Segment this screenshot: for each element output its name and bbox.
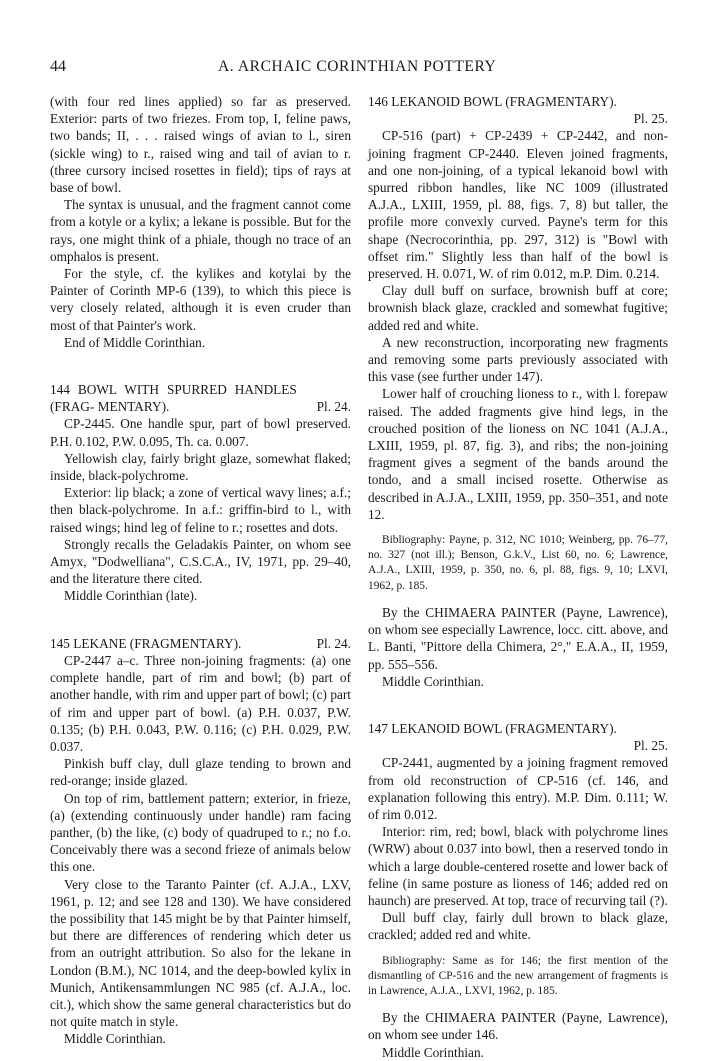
entry-heading: 145 LEKANE (FRAGMENTARY). xyxy=(50,635,242,651)
entry-paragraph: CP-2447 a–c. Three non-joining fragments: (a) one complete handle, part of rim and bowl; (b) part of another handle, with rim and upper part of bowl; (c) part of rim and upper part of bowl. (a) P.H. 0.037, P.W. 0.135; (b) P.H. 0.043, P.W. 0.116; (c) P.H. 0.029, P.W. 0.037. xyxy=(50,652,351,754)
entry-paragraph: Yellowish clay, fairly bright glaze, somewhat flaked; inside, black-polychrome. xyxy=(50,450,351,484)
bibliography: Bibliography: Same as for 146; the first mention of the dismantling of CP-516 and the new arrangement of fragments is in Lawrence, A.J.A., LXVI, 1962, p. 185. xyxy=(368,954,668,997)
intro-paragraph: For the style, cf. the kylikes and kotylai by the Painter of Corinth MP-6 (139), to which this piece is very closely related, although it is even cruder than most of that Painter's work. xyxy=(50,266,351,333)
entry-heading: 147 LEKANOID BOWL (FRAGMENTARY). xyxy=(368,720,617,736)
catalogue-entry-146 xyxy=(368,93,668,690)
plate-ref: Pl. 25. xyxy=(633,738,668,754)
entry-heading: 146 LEKANOID BOWL (FRAGMENTARY). xyxy=(368,94,617,109)
attribution: By the CHIMAERA PAINTER (Payne, Lawrence), on whom see under 146. xyxy=(368,1010,668,1043)
right-column xyxy=(368,93,668,1061)
page-number: 44 xyxy=(50,58,66,75)
running-title: A. ARCHAIC CORINTHIAN POTTERY xyxy=(218,58,497,75)
entry-paragraph: Clay dull buff on surface, brownish buff at core; brownish black glaze, crackled and somewhat fugitive; added red and white. xyxy=(368,283,668,333)
page-header xyxy=(0,58,714,80)
catalogue-entry-145 xyxy=(50,635,351,1048)
entry-heading: 144 BOWL WITH SPURRED HANDLES (FRAG- MENTARY). xyxy=(50,382,297,415)
entry-paragraph: Interior: rim, red; bowl, black with polychrome lines (WRW) about 0.037 into bowl, then a reserved tondo in which a large double-centered rosette and lower back of feline (in same posture as lioness of 146; added red on haunch) are preserved. At top, trace of recurving tail (?). xyxy=(368,824,668,908)
entry-paragraph: Exterior: lip black; a zone of vertical wavy lines; a.f.; then black-polychrome. In a.f.: griffin-bird to l., with raised wings; hind leg of feline to r.; rosettes and dots. xyxy=(50,485,351,535)
plate-ref: Pl. 24. xyxy=(316,635,351,651)
plate-ref: Pl. 25. xyxy=(633,111,668,127)
entry-paragraph: CP-2441, augmented by a joining fragment removed from old reconstruction of CP-516 (cf. 146, and explanation following this entry). M.P. Dim. 0.111; W. of rim 0.012. xyxy=(368,755,668,822)
intro-paragraph: The syntax is unusual, and the fragment cannot come from a kotyle or a kylix; a lekane is possible. But for the rays, one might think of a phiale, though no trace of an omphalos is present. xyxy=(50,197,351,264)
entry-paragraph: CP-516 (part) + CP-2439 + CP-2442, and non-joining fragment CP-2440. Eleven joined fragments, and one non-joining, of a typical lekanoid bowl with spurred ribbon handles, like NC 1009 (illustrated A.J.A., LXIII, 1959, pl. 88, figs. 7, 8) but taller, the profile more convexly curved. Payne's term for this shape (Necrocorinthia, pp. 297, 312) is "Bowl with offset rim." Slightly less than half of the bowl is preserved. H. 0.071, W. of rim 0.012, m.P. Dim. 0.214. xyxy=(368,128,668,282)
entry-paragraph: CP-2445. One handle spur, part of bowl preserved. P.H. 0.102, P.W. 0.095, Th. ca. 0.007. xyxy=(50,416,351,449)
period-note: Middle Corinthian. xyxy=(382,1044,484,1060)
entry-paragraph: Pinkish buff clay, dull glaze tending to brown and red-orange; inside glazed. xyxy=(50,756,351,789)
intro-paragraph: (with four red lines applied) so far as preserved. Exterior: parts of two friezes. From top, I, feline paws, two bands; II, . . . raised wings of avian to l., siren (sickle wing) to r., raised wing and tail of avian to r. (three cursory incised rosettes in field); tips of rays at base of bowl. xyxy=(50,94,351,196)
period-note: Middle Corinthian (late). xyxy=(64,588,198,604)
entry-paragraph: On top of rim, battlement pattern; exterior, in frieze, (a) (extending continuously under handle) ram facing panther, (b) the like, (c) body of quadruped to r.; no f.o. Conceivably there was a second frieze of animals below this one. xyxy=(50,790,351,875)
period-note: End of Middle Corinthian. xyxy=(64,334,206,350)
period-note: Middle Corinthian. xyxy=(64,1031,166,1047)
catalogue-entry-147 xyxy=(368,720,668,1061)
entry-paragraph: Dull buff clay, fairly dull brown to black glaze, crackled; added red and white. xyxy=(368,910,668,943)
bibliography: Bibliography: Payne, p. 312, NC 1010; Weinberg, pp. 76–77, no. 327 (not ill.); Benson, G.k.V., List 60, no. 6; Lawrence, A.J.A., LXIII, 1959, p. 350, no. 6, pl. 88, figs. 9, 10; LXVI, 1962, p. 185. xyxy=(368,534,668,592)
left-column xyxy=(50,93,351,1048)
entry-paragraph: Very close to the Taranto Painter (cf. A.J.A., LXV, 1961, p. 12; and see 128 and 130). We have considered the possibility that 145 might be by that Painter himself, but there are differences of rendering which deter us from an outright attribution. So also for the lekane in London (B.M.), NC 1014, and the deep-bowled kylix in Munich, Antikensammlungen NC 985 (cf. A.J.A., loc. cit.), which show the same general characteristics but do not quite match in style. xyxy=(50,876,351,1030)
attribution: By the CHIMAERA PAINTER (Payne, Lawrence), on whom see especially Lawrence, locc. citt. above, and L. Banti, "Pittore della Chimera, 2°," E.A.A., II, 1959, pp. 555–556. xyxy=(368,604,668,672)
plate-ref: Pl. 24. xyxy=(316,399,351,415)
entry-paragraph: A new reconstruction, incorporating new fragments and removing some parts previously associated with this vase (see further under 147). xyxy=(368,334,668,385)
entry-paragraph: Strongly recalls the Geladakis Painter, on whom see Amyx, "Dodwelliana", C.S.C.A., IV, 1971, pp. 29–40, and the literature there cited. xyxy=(50,536,351,587)
catalogue-entry-144 xyxy=(50,381,351,605)
period-note: Middle Corinthian. xyxy=(382,673,484,689)
entry-paragraph: Lower half of crouching lioness to r., with l. forepaw raised. The added fragments give hind legs, in the crouched position of the lioness on NC 1041 (A.J.A., LXIII, 1959, pl. 87, fig. 3), and ribs; the non-joining fragment gives a segment of the bands around the tondo, and a small incised rosette. Otherwise as described in A.J.A., LXIII, 1959, pp. 350–351, and note 12. xyxy=(368,386,668,522)
